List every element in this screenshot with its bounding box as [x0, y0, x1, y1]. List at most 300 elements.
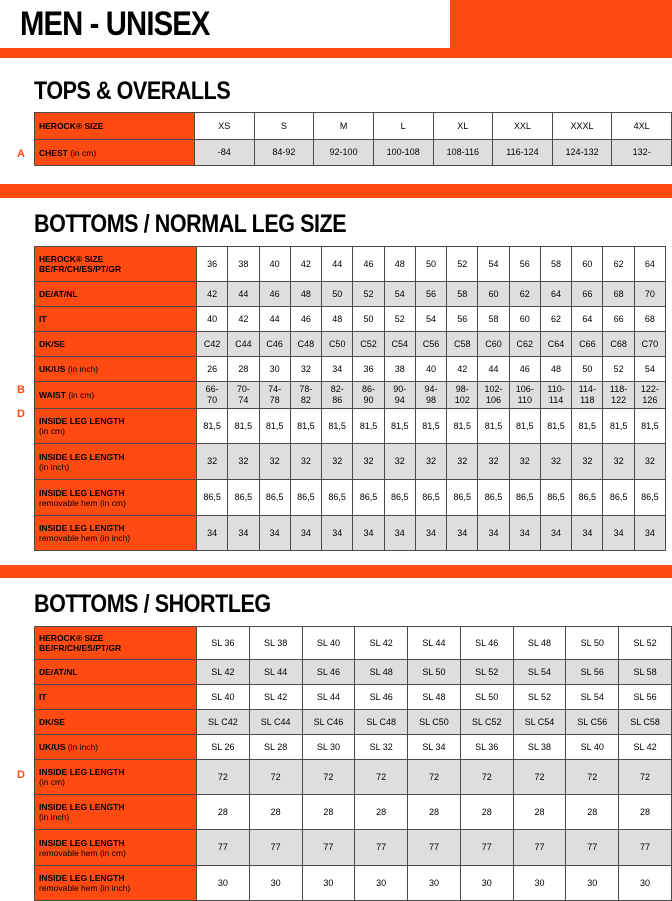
size-cell: SL C42 [197, 710, 250, 735]
row-label-text: HEROCK® SIZE [39, 633, 104, 643]
size-cell: 62 [603, 247, 634, 282]
size-cell: SL 50 [566, 627, 619, 660]
size-cell: SL 56 [566, 660, 619, 685]
size-cell: SL 42 [249, 685, 302, 710]
size-cell: 64 [572, 307, 603, 332]
size-cell: 32 [447, 444, 478, 480]
size-cell: C52 [353, 332, 384, 357]
size-cell: 56 [447, 307, 478, 332]
table-row [35, 382, 666, 409]
size-cell: 4XL [612, 113, 672, 140]
size-cell: 34 [322, 516, 353, 551]
size-cell: 77 [460, 830, 513, 866]
size-cell: 72 [355, 760, 408, 795]
row-label-subtext: (in cm) [39, 426, 65, 436]
table-row [35, 409, 666, 444]
size-cell: XXL [493, 113, 553, 140]
size-cell: SL 48 [408, 685, 461, 710]
size-cell: XXXL [552, 113, 612, 140]
row-label-text: INSIDE LEG LENGTH [39, 451, 125, 462]
size-cell: 46 [290, 307, 321, 332]
size-cell: 94- 98 [415, 382, 446, 409]
size-cell: 66- 70 [197, 382, 228, 409]
size-cell: 81,5 [290, 409, 321, 444]
size-cell: 77 [408, 830, 461, 866]
marker-b: B [17, 384, 25, 396]
size-cell: 32 [322, 444, 353, 480]
size-cell: SL 44 [249, 660, 302, 685]
size-cell: C68 [603, 332, 634, 357]
row-label-text: INSIDE LEG LENGTH [39, 873, 125, 883]
row-label-subtext: (in inch) [39, 461, 70, 472]
size-cell: 66 [572, 282, 603, 307]
size-cell: 54 [634, 357, 665, 382]
size-cell: SL 26 [197, 735, 250, 760]
size-cell: 36 [353, 357, 384, 382]
row-label [35, 710, 197, 735]
size-cell: 28 [408, 795, 461, 830]
table-row [35, 140, 672, 166]
row-label-text: DK/SE [39, 717, 65, 727]
size-cell: 26 [197, 357, 228, 382]
size-cell: SL 46 [355, 685, 408, 710]
size-cell: 98- 102 [447, 382, 478, 409]
size-cell: SL 44 [302, 685, 355, 710]
size-cell: 60 [509, 307, 540, 332]
size-cell: 52 [603, 357, 634, 382]
size-cell: SL 52 [460, 660, 513, 685]
size-cell: 64 [634, 247, 665, 282]
size-cell: C64 [540, 332, 571, 357]
size-cell: 62 [540, 307, 571, 332]
size-cell: 48 [384, 247, 415, 282]
size-cell: 28 [197, 795, 250, 830]
size-cell: 46 [509, 357, 540, 382]
size-cell: 86,5 [290, 480, 321, 516]
size-cell: 72 [513, 760, 566, 795]
row-label-subtext: removable hem (in inch) [39, 533, 131, 543]
size-cell: SL 54 [566, 685, 619, 710]
row-label-unit: (in inch) [67, 364, 99, 374]
size-cell: 58 [447, 282, 478, 307]
size-cell: 28 [460, 795, 513, 830]
row-label-text: DE/AT/NL [39, 289, 78, 299]
size-cell: 81,5 [603, 409, 634, 444]
row-label-unit: (in inch) [67, 742, 99, 752]
size-cell: 46 [259, 282, 290, 307]
row-label-subtext: (in cm) [39, 777, 65, 787]
size-cell: 34 [384, 516, 415, 551]
size-cell: 42 [197, 282, 228, 307]
size-cell: SL 38 [249, 627, 302, 660]
size-cell: SL 48 [355, 660, 408, 685]
size-cell: 54 [384, 282, 415, 307]
row-label-unit: (in cm) [70, 147, 97, 158]
size-cell: 32 [572, 444, 603, 480]
table-row [35, 357, 666, 382]
bottoms-section-title: BOTTOMS / NORMAL LEG SIZE [34, 210, 347, 238]
size-cell: SL C50 [408, 710, 461, 735]
size-cell: C42 [197, 332, 228, 357]
size-cell: 34 [228, 516, 259, 551]
size-cell: 32 [353, 444, 384, 480]
size-cell: 30 [619, 866, 672, 901]
table-row [35, 866, 672, 901]
size-cell: 102- 106 [478, 382, 509, 409]
table-row [35, 795, 672, 830]
size-cell: SL C56 [566, 710, 619, 735]
size-cell: 86,5 [384, 480, 415, 516]
size-cell: 28 [249, 795, 302, 830]
size-cell: SL 46 [460, 627, 513, 660]
size-cell: 70- 74 [228, 382, 259, 409]
table-row [35, 627, 672, 660]
row-label-subtext: removable hem (in cm) [39, 497, 126, 508]
size-cell: SL 48 [513, 627, 566, 660]
row-label [35, 735, 197, 760]
size-cell: 108-116 [433, 140, 493, 166]
size-cell: 100-108 [373, 140, 433, 166]
size-cell: 114- 118 [572, 382, 603, 409]
size-cell: 77 [619, 830, 672, 866]
size-cell: 30 [460, 866, 513, 901]
size-cell: 34 [322, 357, 353, 382]
row-label [35, 332, 197, 357]
table-row [35, 735, 672, 760]
size-cell: 30 [259, 357, 290, 382]
size-cell: 58 [478, 307, 509, 332]
size-cell: C46 [259, 332, 290, 357]
row-label-text: INSIDE LEG LENGTH [39, 487, 125, 498]
size-cell: SL 42 [355, 627, 408, 660]
size-cell: 38 [384, 357, 415, 382]
marker-d-bottoms: D [17, 408, 25, 420]
size-cell: SL 36 [460, 735, 513, 760]
size-cell: 86,5 [509, 480, 540, 516]
row-label-subtext: (in inch) [39, 812, 70, 822]
size-cell: SL 40 [566, 735, 619, 760]
page-title: MEN - UNISEX [20, 5, 210, 43]
size-cell: 44 [322, 247, 353, 282]
size-cell: 110- 114 [540, 382, 571, 409]
size-cell: 86,5 [415, 480, 446, 516]
size-cell: 81,5 [415, 409, 446, 444]
size-cell: 74- 78 [259, 382, 290, 409]
row-label-text: IT [39, 314, 47, 324]
row-label [35, 140, 195, 166]
size-cell: L [373, 113, 433, 140]
size-cell: 34 [509, 516, 540, 551]
size-cell: 86,5 [322, 480, 353, 516]
size-cell: 32 [509, 444, 540, 480]
size-cell: 42 [447, 357, 478, 382]
size-cell: 48 [290, 282, 321, 307]
size-cell: SL C48 [355, 710, 408, 735]
row-label-text: HEROCK® SIZE [39, 254, 104, 264]
size-cell: 30 [302, 866, 355, 901]
size-cell: 72 [460, 760, 513, 795]
size-cell: 32 [478, 444, 509, 480]
size-cell: 42 [228, 307, 259, 332]
size-cell: 30 [408, 866, 461, 901]
size-cell: 72 [619, 760, 672, 795]
size-cell: 86,5 [353, 480, 384, 516]
row-label-subtext: BE/FR/CH/ES/PT/GR [39, 264, 122, 274]
size-cell: 34 [447, 516, 478, 551]
size-cell: 58 [540, 247, 571, 282]
size-cell: 92-100 [314, 140, 374, 166]
size-cell: 118- 122 [603, 382, 634, 409]
size-cell: SL 36 [197, 627, 250, 660]
size-cell: 86,5 [572, 480, 603, 516]
size-cell: C50 [322, 332, 353, 357]
row-label [35, 444, 197, 480]
table-row [35, 444, 666, 480]
size-cell: SL 50 [460, 685, 513, 710]
size-cell: SL C44 [249, 710, 302, 735]
size-cell: 48 [540, 357, 571, 382]
row-label-subtext: removable hem (in cm) [39, 847, 126, 858]
size-cell: 52 [447, 247, 478, 282]
size-cell: 81,5 [572, 409, 603, 444]
size-cell: 81,5 [228, 409, 259, 444]
size-cell: 32 [259, 444, 290, 480]
size-cell: SL 52 [619, 627, 672, 660]
size-cell: 44 [259, 307, 290, 332]
size-cell: 77 [513, 830, 566, 866]
table-row [35, 480, 666, 516]
row-label-text: DE/AT/NL [39, 667, 78, 677]
size-cell: 78- 82 [290, 382, 321, 409]
size-cell: 86,5 [228, 480, 259, 516]
size-cell: 81,5 [509, 409, 540, 444]
size-cell: 72 [249, 760, 302, 795]
row-label-subtext: BE/FR/CH/ES/PT/GR [39, 643, 122, 653]
size-cell: 122- 126 [634, 382, 665, 409]
size-cell: 34 [197, 516, 228, 551]
size-cell: SL 28 [249, 735, 302, 760]
size-cell: 44 [228, 282, 259, 307]
size-cell: 84-92 [254, 140, 314, 166]
size-cell: 86,5 [603, 480, 634, 516]
row-label [35, 357, 197, 382]
size-cell: SL 40 [302, 627, 355, 660]
size-cell: S [254, 113, 314, 140]
size-cell: 30 [249, 866, 302, 901]
size-cell: 56 [415, 282, 446, 307]
size-cell: SL C58 [619, 710, 672, 735]
size-cell: 30 [566, 866, 619, 901]
size-cell: 54 [478, 247, 509, 282]
size-cell: 72 [197, 760, 250, 795]
row-label [35, 247, 197, 282]
size-cell: 77 [197, 830, 250, 866]
row-label [35, 760, 197, 795]
size-cell: 81,5 [634, 409, 665, 444]
size-cell: 77 [302, 830, 355, 866]
size-cell: 50 [572, 357, 603, 382]
row-label [35, 627, 197, 660]
size-cell: XL [433, 113, 493, 140]
size-cell: 124-132 [552, 140, 612, 166]
size-cell: 30 [197, 866, 250, 901]
table-row [35, 307, 666, 332]
row-label [35, 480, 197, 516]
size-cell: 50 [415, 247, 446, 282]
size-cell: 28 [302, 795, 355, 830]
size-cell: 30 [513, 866, 566, 901]
marker-a: A [17, 148, 25, 160]
size-cell: 50 [353, 307, 384, 332]
size-cell: 50 [322, 282, 353, 307]
size-cell: 52 [353, 282, 384, 307]
row-label [35, 795, 197, 830]
size-cell: SL 42 [197, 660, 250, 685]
row-label [35, 382, 197, 409]
row-label [35, 307, 197, 332]
size-cell: 34 [603, 516, 634, 551]
row-label [35, 113, 195, 140]
size-cell: 81,5 [478, 409, 509, 444]
size-cell: SL 46 [302, 660, 355, 685]
size-cell: 81,5 [322, 409, 353, 444]
table-row [35, 282, 666, 307]
size-cell: 34 [572, 516, 603, 551]
size-cell: 32 [540, 444, 571, 480]
size-cell: 60 [478, 282, 509, 307]
size-cell: SL 30 [302, 735, 355, 760]
size-cell: 34 [415, 516, 446, 551]
size-cell: 32 [290, 357, 321, 382]
table-row [35, 247, 666, 282]
section-separator-2 [0, 565, 672, 578]
size-cell: 42 [290, 247, 321, 282]
table-row [35, 660, 672, 685]
size-cell: 62 [509, 282, 540, 307]
bottoms-size-table [34, 246, 666, 551]
size-cell: 56 [509, 247, 540, 282]
shortleg-size-table [34, 626, 672, 901]
row-label [35, 660, 197, 685]
size-cell: 32 [197, 444, 228, 480]
size-cell: 77 [355, 830, 408, 866]
row-label-text: INSIDE LEG LENGTH [39, 837, 125, 848]
size-cell: 106- 110 [509, 382, 540, 409]
row-label-unit: (in cm) [68, 390, 95, 400]
size-cell: C56 [415, 332, 446, 357]
table-row [35, 113, 672, 140]
size-cell: 66 [603, 307, 634, 332]
size-cell: 86,5 [634, 480, 665, 516]
size-cell: 68 [603, 282, 634, 307]
size-cell: SL C52 [460, 710, 513, 735]
size-cell: 34 [259, 516, 290, 551]
size-cell: C62 [509, 332, 540, 357]
row-label-text: INSIDE LEG LENGTH [39, 767, 125, 777]
size-cell: 86- 90 [353, 382, 384, 409]
marker-d-shortleg: D [17, 769, 25, 781]
size-cell: SL 44 [408, 627, 461, 660]
size-cell: 86,5 [259, 480, 290, 516]
size-cell: 86,5 [447, 480, 478, 516]
row-label-text: UK/US [39, 742, 66, 752]
row-label [35, 685, 197, 710]
size-cell: 81,5 [353, 409, 384, 444]
table-row [35, 516, 666, 551]
size-cell: C48 [290, 332, 321, 357]
section-separator-1 [0, 184, 672, 198]
size-cell: SL 54 [513, 660, 566, 685]
size-cell: 132- [612, 140, 672, 166]
size-cell: 48 [322, 307, 353, 332]
size-cell: 34 [634, 516, 665, 551]
size-cell: 52 [384, 307, 415, 332]
size-cell: 68 [634, 307, 665, 332]
size-cell: SL 38 [513, 735, 566, 760]
row-label-text: DK/SE [39, 339, 65, 349]
size-cell: SL 40 [197, 685, 250, 710]
size-cell: 86,5 [478, 480, 509, 516]
size-cell: 86,5 [540, 480, 571, 516]
size-cell: SL 34 [408, 735, 461, 760]
row-label [35, 282, 197, 307]
size-cell: 77 [249, 830, 302, 866]
row-label [35, 516, 197, 551]
size-cell: 60 [572, 247, 603, 282]
size-cell: C58 [447, 332, 478, 357]
size-cell: SL C54 [513, 710, 566, 735]
row-label-text: CHEST [39, 147, 68, 158]
size-cell: 28 [513, 795, 566, 830]
size-cell: SL 50 [408, 660, 461, 685]
table-row [35, 332, 666, 357]
tops-size-table [34, 112, 672, 166]
table-row [35, 710, 672, 735]
shortleg-section-title: BOTTOMS / SHORTLEG [34, 590, 271, 618]
size-cell: 28 [566, 795, 619, 830]
size-cell: 32 [603, 444, 634, 480]
table-row [35, 685, 672, 710]
size-cell: 64 [540, 282, 571, 307]
size-cell: 38 [228, 247, 259, 282]
size-cell: 81,5 [259, 409, 290, 444]
size-cell: C66 [572, 332, 603, 357]
size-cell: 81,5 [540, 409, 571, 444]
size-cell: 36 [197, 247, 228, 282]
size-cell: C44 [228, 332, 259, 357]
size-cell: M [314, 113, 374, 140]
row-label-text: WAIST [39, 390, 66, 400]
size-cell: 34 [478, 516, 509, 551]
size-cell: 40 [259, 247, 290, 282]
size-cell: 32 [384, 444, 415, 480]
size-cell: 72 [566, 760, 619, 795]
row-label [35, 409, 197, 444]
size-cell: 81,5 [197, 409, 228, 444]
size-cell: 28 [228, 357, 259, 382]
size-cell: 72 [408, 760, 461, 795]
size-cell: 32 [290, 444, 321, 480]
size-cell: 77 [566, 830, 619, 866]
size-cell: SL C46 [302, 710, 355, 735]
row-label [35, 866, 197, 901]
size-cell: C70 [634, 332, 665, 357]
size-cell: 28 [619, 795, 672, 830]
size-cell: SL 42 [619, 735, 672, 760]
size-cell: C60 [478, 332, 509, 357]
size-cell: SL 32 [355, 735, 408, 760]
size-cell: 44 [478, 357, 509, 382]
